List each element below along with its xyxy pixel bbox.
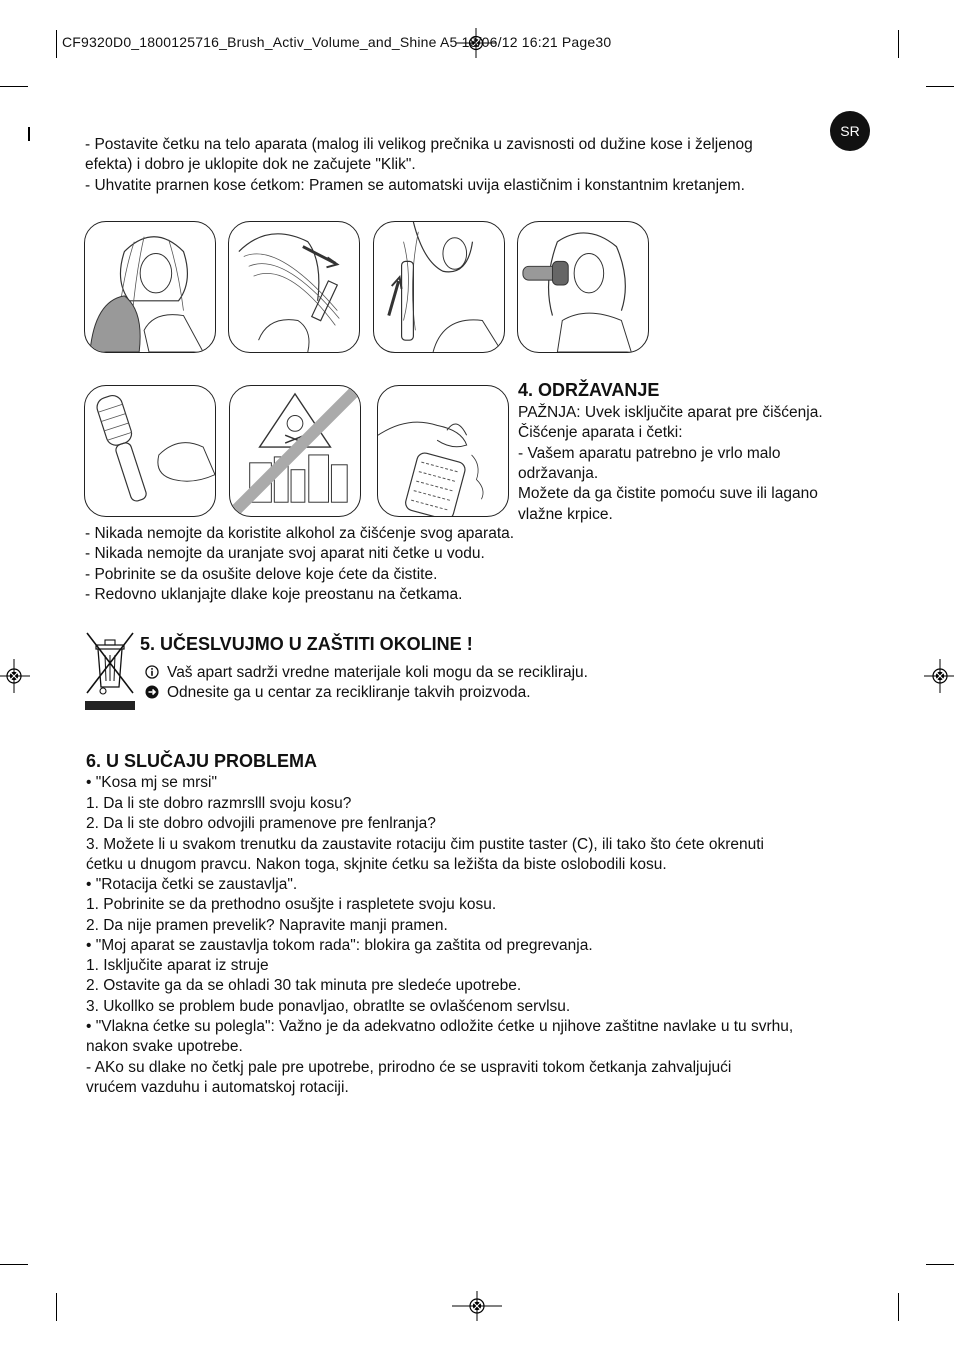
crop-mark xyxy=(926,1264,954,1265)
maintenance-side-line: - Vašem aparatu patrebno je vrlo malo xyxy=(518,445,781,462)
environment-line-2 xyxy=(145,683,531,703)
registration-mark-icon xyxy=(452,1291,502,1321)
maintenance-side-line: vlažne krpice. xyxy=(518,506,613,523)
crop-mark xyxy=(28,127,30,141)
crossed-bin-icon xyxy=(84,631,136,699)
environment-text-2: Odnesite ga u centar za recikliranje takvih proizvoda. xyxy=(167,684,531,701)
crop-mark xyxy=(56,30,57,58)
environment-heading: 5. UČESLVUJMO U ZAŠTITI OKOLINE ! xyxy=(140,634,473,654)
illustration-brushing-hair xyxy=(228,221,360,353)
problems-line: • "Moj aparat se zaustavlja tokom rada": blokira ga zaštita od pregrevanja. xyxy=(86,937,593,954)
illustration-cleaning-brush xyxy=(377,385,509,517)
maintenance-side-line: Čišćenje aparata i četki: xyxy=(518,424,683,441)
maintenance-heading: 4. ODRŽAVANJE xyxy=(518,380,660,400)
illustration-no-chemicals xyxy=(229,385,361,517)
problems-line: ćetku u dnugom pravcu. Nakon toga, skjnite ćetku sa ležišta da biste oslobodili kosu. xyxy=(86,856,667,873)
maintenance-bullet: - Redovno uklanjajte dlake koje preostanu na četkama. xyxy=(85,586,463,603)
black-bar xyxy=(85,701,135,710)
info-circle-icon xyxy=(145,665,159,679)
maintenance-side-line: PAŽNJA: Uvek isključite aparat pre čišćenja. xyxy=(518,404,823,421)
problems-line: vrućem vazduhu i automatskoj rotaciji. xyxy=(86,1079,349,1096)
problems-line: nakon svake upotrebe. xyxy=(86,1038,243,1055)
problems-line: 3. Ukollko se problem bude ponavljao, obratlte se ovlašćenom servlsu. xyxy=(86,998,571,1015)
crop-mark xyxy=(898,30,899,58)
intro-line: - Postavite četku na telo aparata (malog ili velikog prečnika u zavisnosti od dužine kose i željenog xyxy=(85,136,753,153)
problems-line: 1. Isključite aparat iz struje xyxy=(86,957,269,974)
illustration-remove-brush xyxy=(84,385,216,517)
illustration-rolling-brush xyxy=(373,221,505,353)
problems-line: • "Vlakna ćetke su polegla": Važno je da adekvatno odložite ćetke u njihove zaštitne navlake u tu svrhu, xyxy=(86,1018,794,1035)
environment-line-1 xyxy=(145,663,588,683)
problems-line: 3. Možete li u svakom trenutku da zaustavite rotaciju čim pustite taster (C), ili tako što ćete okrenuti xyxy=(86,836,764,853)
registration-mark-icon xyxy=(0,659,30,693)
crop-mark xyxy=(0,86,28,87)
problems-line: 2. Da nije pramen prevelik? Napravite manji pramen. xyxy=(86,917,448,934)
crop-mark xyxy=(0,1264,28,1265)
illustration-woman-combing xyxy=(84,221,216,353)
crop-mark xyxy=(926,86,954,87)
registration-mark-icon xyxy=(924,659,954,693)
maintenance-side-line: održavanja. xyxy=(518,465,599,482)
problems-line: 2. Ostavite ga da se ohladi 30 tak minuta pre sledeće upotrebe. xyxy=(86,977,522,994)
language-badge: SR xyxy=(830,111,870,151)
crop-mark xyxy=(898,1293,899,1321)
maintenance-side-line: Možete da ga čistite pomoću suve ili lagano xyxy=(518,485,818,502)
arrow-circle-icon xyxy=(145,685,159,699)
print-header: CF9320D0_1800125716_Brush_Activ_Volume_and_Shine A5 18/06/12 16:21 Page30 xyxy=(62,34,612,50)
intro-line: - Uhvatite prarnen kose ćetkom: Pramen se automatski uvija elastičnim i konstantnim kretanjem. xyxy=(85,177,745,194)
maintenance-bullet: - Nikada nemojte da uranjate svoj aparat niti četke u vodu. xyxy=(85,545,485,562)
problems-line: • "Rotacija četki se zaustavlja". xyxy=(86,876,298,893)
problems-line: - AKo su dlake no četkj pale pre upotrebe, prirodno će se uspraviti tokom četkanja zahvaljujući xyxy=(86,1059,732,1076)
problems-line: 1. Da li ste dobro razmrslll svoju kosu? xyxy=(86,795,352,812)
illustration-curl-result xyxy=(517,221,649,353)
problems-heading: 6. U SLUČAJU PROBLEMA xyxy=(86,751,318,771)
problems-line: 1. Pobrinite se da prethodno osušjte i raspletete svoju kosu. xyxy=(86,896,497,913)
problems-line: 2. Da li ste dobro odvojili pramenove pre fenlranja? xyxy=(86,815,436,832)
problems-line: • "Kosa mj se mrsi" xyxy=(86,774,217,791)
maintenance-bullet: - Pobrinite se da osušite delove koje ćete da čistite. xyxy=(85,566,438,583)
crop-mark xyxy=(56,1293,57,1321)
environment-text-1: Vaš apart sadrži vredne materijale koli mogu da se recikliraju. xyxy=(167,664,588,681)
maintenance-bullet: - Nikada nemojte da koristite alkohol za čišćenje svog aparata. xyxy=(85,525,515,542)
intro-line: efekta) i dobro je uklopite dok ne začujete "Klik". xyxy=(85,156,416,173)
